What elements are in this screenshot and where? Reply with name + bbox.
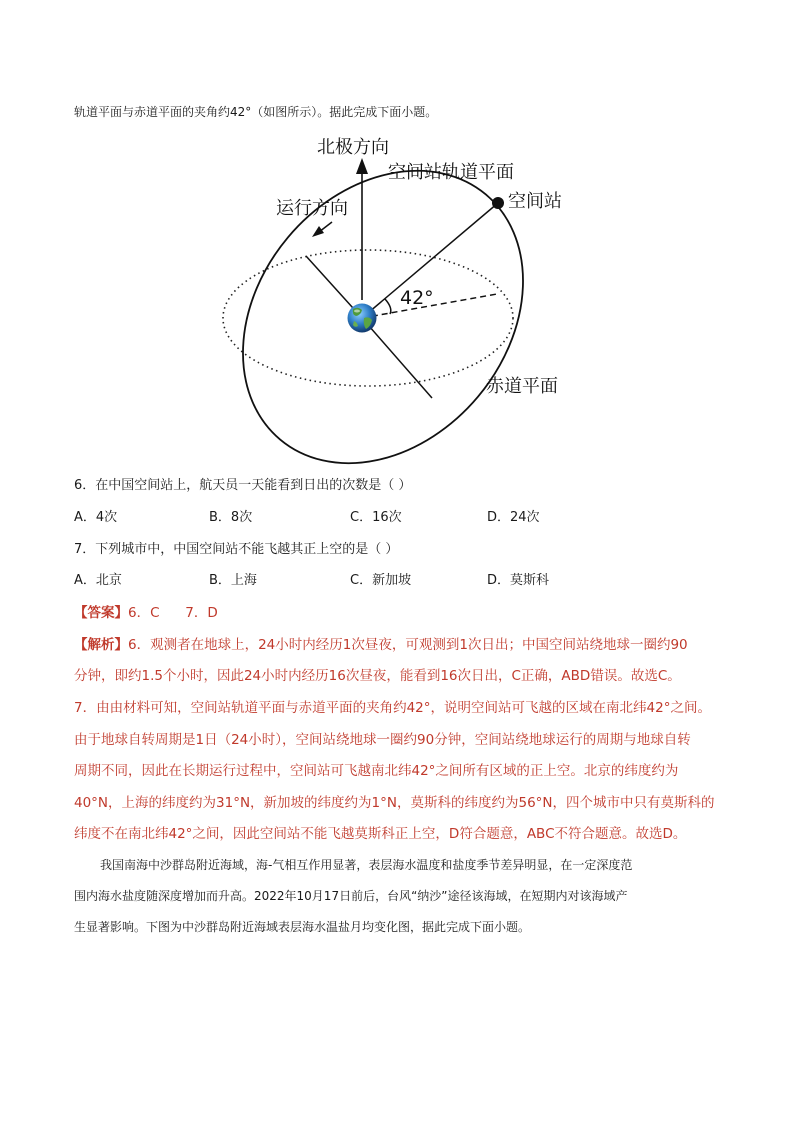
passage-line-1: 我国南海中沙群岛附近海域，海-气相互作用显著，表层海水温度和盐度季节差异明显，在一定深度范 xyxy=(100,858,633,872)
analysis-tag: 【解析】 xyxy=(74,637,128,653)
angle-arc xyxy=(385,299,391,314)
intro-text: 轨道平面与赤道平面的夹角约42°（如图所示）。据此完成下面小题。 xyxy=(74,105,438,119)
answer-tag: 【答案】 xyxy=(74,605,128,621)
analysis-line-6: 40°N，上海的纬度约为31°N，新加坡的纬度约为1°N，莫斯科的纬度约为56°N，四个城市中只有莫斯科的 xyxy=(74,795,715,811)
q7-option-c[interactable]: C．新加坡 xyxy=(350,573,412,588)
north-label: 北极方向 xyxy=(317,137,389,158)
equator-label: 赤道平面 xyxy=(486,376,558,397)
station-dot-icon xyxy=(492,197,504,209)
q6-option-c[interactable]: C．16次 xyxy=(350,510,402,525)
analysis-line-1: 【解析】6．观测者在地球上，24小时内经历1次昼夜，可观测到1次日出；中国空间站绕地球一圈约90 xyxy=(74,637,688,653)
answer-text: 6．C 7．D xyxy=(128,605,218,621)
passage-line-2: 围内海水盐度随深度增加而升高。2022年10月17日前后，台风“纳沙”途径该海域，在短期内对该海域产 xyxy=(74,889,628,903)
station-label: 空间站 xyxy=(508,191,562,212)
q7-option-a[interactable]: A．北京 xyxy=(74,573,122,588)
q7-option-b[interactable]: B．上海 xyxy=(209,573,257,588)
q6-option-a[interactable]: A．4次 xyxy=(74,510,118,525)
q6-stem: 6．在中国空间站上，航天员一天能看到日出的次数是（ ） xyxy=(74,478,412,493)
analysis-line-3: 7．由由材料可知，空间站轨道平面与赤道平面的夹角约42°，说明空间站可飞越的区域在南北纬42°之间。 xyxy=(74,700,711,716)
passage-line-3: 生显著影响。下图为中沙群岛附近海域表层海水温盐月均变化图，据此完成下面小题。 xyxy=(74,920,531,934)
q7-stem: 7．下列城市中，中国空间站不能飞越其正上空的是（ ） xyxy=(74,542,399,557)
north-arrow-icon xyxy=(356,158,368,174)
analysis-line-2: 分钟，即约1.5个小时，因此24小时内经历16次昼夜，能看到16次日出，C正确，ABD错误。故选C。 xyxy=(74,668,681,684)
direction-label: 运行方向 xyxy=(276,198,348,219)
orbit-plane-label: 空间站轨道平面 xyxy=(388,162,514,183)
analysis-line-4: 由于地球自转周期是1日（24小时），空间站绕地球一圈约90分钟，空间站绕地球运行的周期与地球自转 xyxy=(74,732,691,748)
angle-label: 42° xyxy=(400,287,434,309)
analysis-line-7: 纬度不在南北纬42°之间，因此空间站不能飞越莫斯科正上空，D符合题意，ABC不符合题意。故选D。 xyxy=(74,826,687,842)
q6-option-d[interactable]: D．24次 xyxy=(487,510,540,525)
q7-option-d[interactable]: D．莫斯科 xyxy=(487,573,550,588)
q6-option-b[interactable]: B．8次 xyxy=(209,510,253,525)
earth-icon xyxy=(348,304,377,333)
answer-line xyxy=(74,601,218,621)
analysis-line-5: 周期不同，因此在长期运行过程中，空间站可飞越南北纬42°之间所有区域的正上空。北京的纬度约为 xyxy=(74,763,679,779)
orbit-ellipse xyxy=(185,120,581,519)
